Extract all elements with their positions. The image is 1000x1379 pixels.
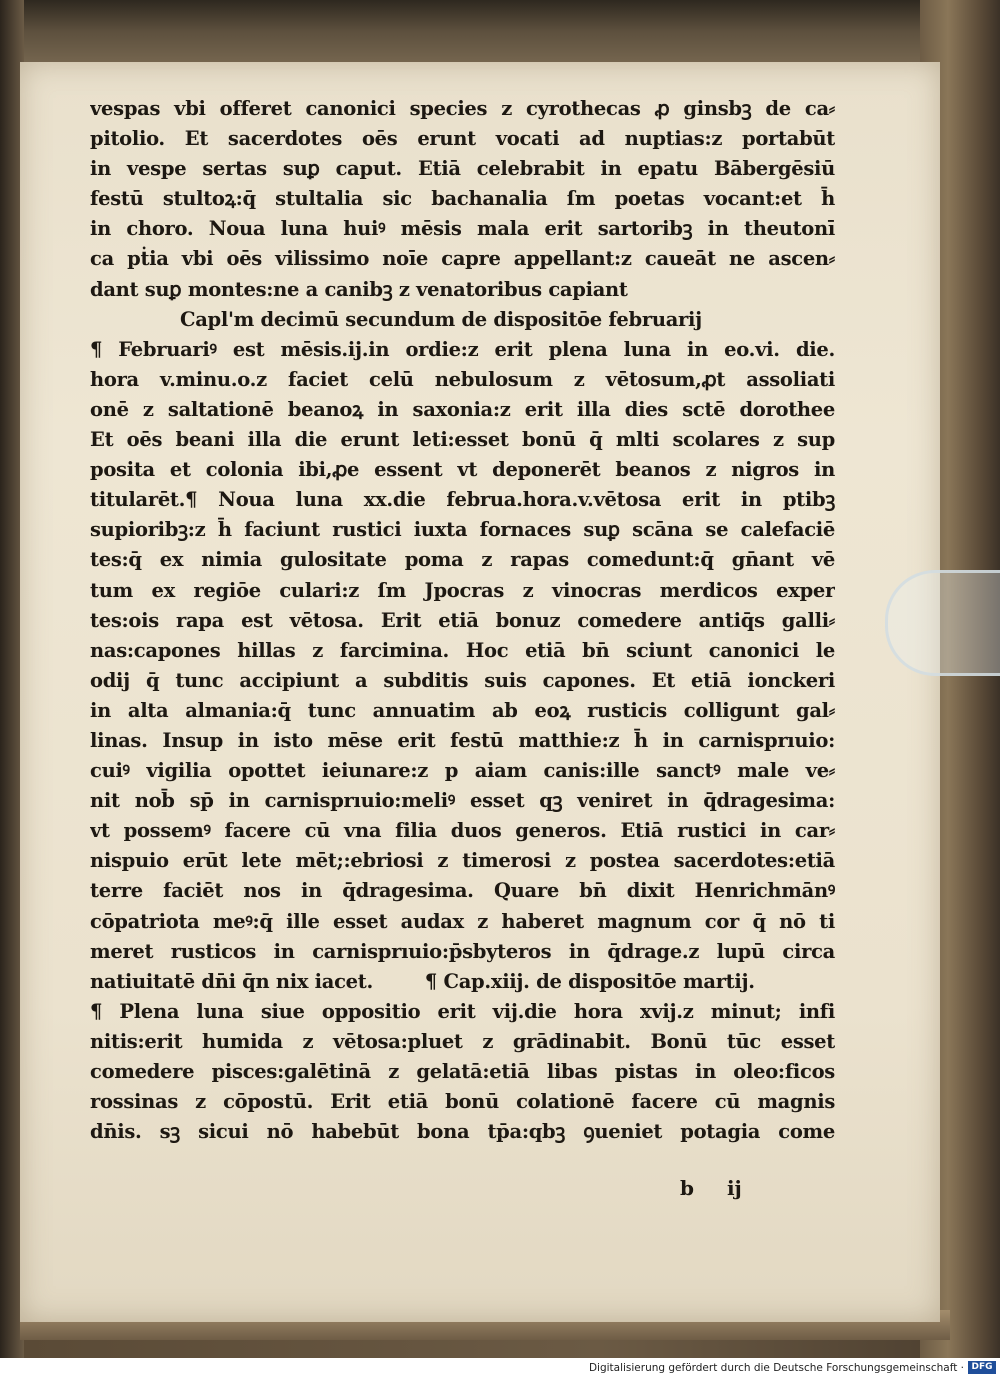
text-line: vespas vbi offeret canonici species z cyrothecas ꝓ ginsbꝫ de ca⸗ (90, 97, 835, 120)
text-line: nispuio erūt lete mēt;:ebriosi z timerosi z postea sacerdotes:etiā (90, 849, 835, 873)
text-line: comedere pisces:galētinā z gelatā:etiā libas pistas in oleo:ficos (90, 1060, 835, 1083)
text-line: nas:capones hillas z farcimina. Hoc etiā bn̄ sciunt canonici le (90, 638, 835, 662)
text-line: Et oēs beani illa die erunt leti:esset bonū q̄ mlti scolares z sup (90, 428, 835, 452)
text-line: supioribꝫ:z h̄ faciunt rustici iuxta fornaces suꝑ scāna se calefaciē (90, 518, 835, 542)
text-line: in vespe sertas suꝑ caput. Etiā celebrabit in epatu Bābergēsiū (90, 157, 835, 181)
text-line: hora v.minu.o.z faciet celū nebulosum z vētosum,ꝓt assoliati (90, 367, 835, 391)
text-line: cuiꝰ vigilia opottet ieiunare:z p aiam canis:ille sanctꝰ male ve⸗ (90, 759, 835, 783)
text-line: tum ex regiōe culari:z ſm Jpocras z vinocras merdicos exper (90, 578, 835, 602)
text-line: rossinas z cōpostū. Erit etiā bonū colationē facere cū magnis (90, 1090, 835, 1114)
text-line: odij q̄ tunc accipiunt a subditis suis capones. Et etiā ionckeri (90, 668, 835, 692)
text-line: pitolio. Et sacerdotes oēs erunt vocati ad nuptias:z portabūt (90, 127, 835, 151)
text-line: cōpatriota meꝰ:q̄ ille esset audax z haberet magnum cor q̄ nō ti (90, 909, 835, 933)
signature-mark: b ij (680, 1176, 742, 1200)
text-line: meret rusticos in carnisprıuio:p̄sbyteros in q̄drage.z lupū circa (90, 939, 835, 963)
text-line: ca pṫia vbi oēs vilissimo noīe capre appellant:z caueāt ne ascen⸗ (90, 247, 835, 271)
text-line: terre faciēt nos in q̄dragesima. Quare bn̄ dixit Henrichmānꝰ (90, 879, 835, 903)
text-line: dn̄is. sꝫ sicui nō habebūt bona tp̄a:qbꝫ ꝯueniet potagia come (90, 1120, 835, 1144)
dfg-logo: DFG (968, 1361, 996, 1374)
text-line: linas. Insup in isto mēse erit festū matthie:z h̄ in carnisprıuio: (90, 728, 835, 752)
book-cover-top (0, 0, 1000, 70)
text-line: in alta almania:q̄ tunc annuatim ab eoꝝ rusticis colligunt gal⸗ (90, 698, 835, 722)
chapter-heading-line: natiuitatē dn̄i q̄n nix iacet. ¶ Cap.xiij. de dispositōe martij. (90, 969, 755, 993)
text-line: titularēt.¶ Noua luna xx.die februa.hora.v.vētosa erit in ptibꝫ (90, 488, 835, 512)
chapter-heading: Capl'm decimū secundum de dispositōe februarij (180, 307, 702, 331)
text-line: posita et colonia ibi,ꝓe essent vt deponerēt beanos z nigros in (90, 458, 835, 482)
text-line: nit nob̄ sp̄ in carnisprıuio:meliꝰ esset qꝫ veniret in q̄dragesima: (90, 789, 835, 813)
page-text (90, 94, 835, 1147)
page-clip (885, 570, 1000, 676)
text-line: vt possemꝰ facere cū vna filia duos generos. Etiā rustici in car⸗ (90, 819, 835, 843)
text-line: tes:q̄ ex nimia gulositate poma z rapas comedunt:q̄ gn̄ant vē (90, 548, 835, 572)
footer-credit: Digitalisierung gefördert durch die Deutsche Forschungsgemeinschaft · (588, 1362, 964, 1374)
text-line: dant suꝑ montes:ne a canibꝫ z venatoribus capiant (90, 277, 628, 301)
text-line: onē z saltationē beanoꝝ in saxonia:z erit illa dies sctē dorothee (90, 397, 835, 421)
footer (0, 1358, 1000, 1379)
text-line: tes:ois rapa est vētosa. Erit etiā bonuz comedere antiq̄s galli⸗ (90, 608, 835, 632)
text-line: ¶ Plena luna siue oppositio erit vij.die hora xvij.z minut; infi (90, 999, 835, 1023)
text-line: nitis:erit humida z vētosa:pluet z grādinabit. Bonū tūc esset (90, 1029, 835, 1053)
text-line: in choro. Noua luna huiꝰ mēsis mala erit sartoribꝫ in theutonī (90, 217, 835, 241)
text-line: ¶ Februariꝰ est mēsis.ij.in ordie:z erit plena luna in eo.vi. die. (90, 337, 835, 361)
text-line: festū stultoꝝ:q̄ stultalia sic bachanalia ſm poetas vocant:et h̄ (90, 187, 835, 211)
